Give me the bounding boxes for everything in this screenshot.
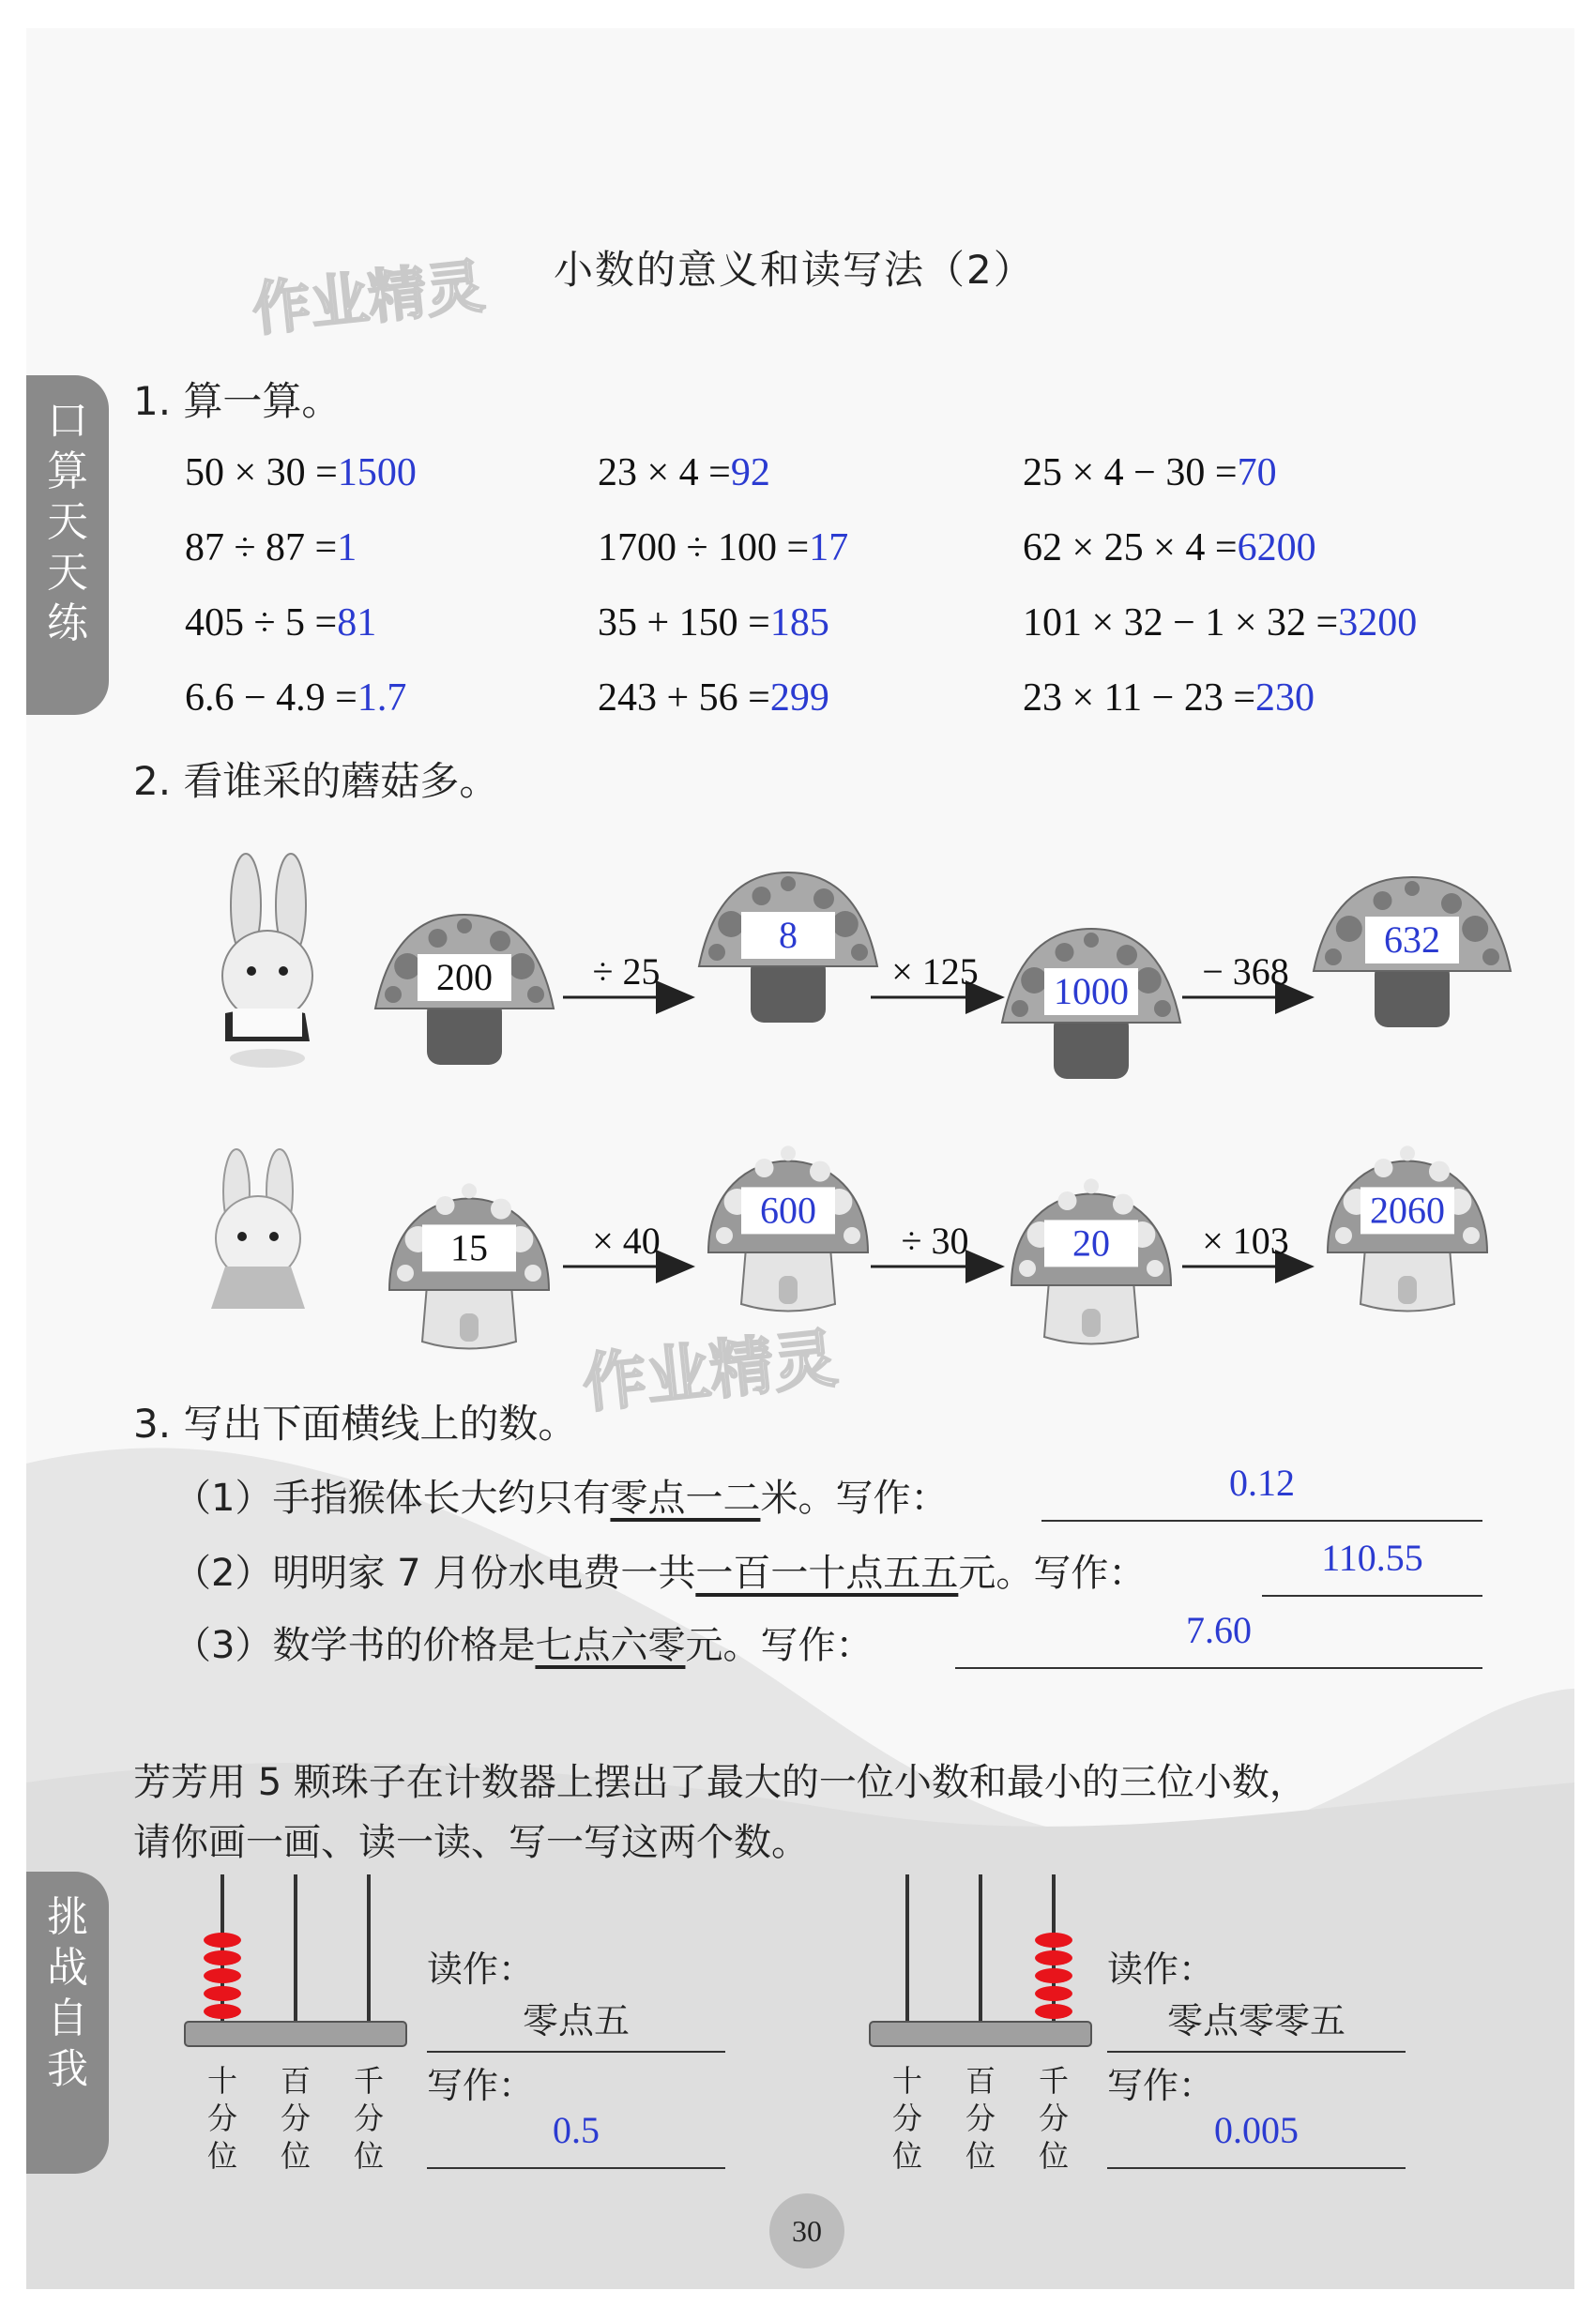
abacus-bead [204, 1933, 241, 1948]
q3-before: 手指猴体长大约只有 [272, 1477, 611, 1520]
equation-answer: 70 [1237, 451, 1277, 494]
place-value-char: 位 [206, 2138, 237, 2174]
read-label: 读作： [1107, 1949, 1215, 1990]
read-label: 读作： [427, 1949, 535, 1990]
write-answer: 0.5 [553, 2109, 600, 2151]
mushroom-value: 8 [779, 914, 798, 956]
place-value-char: 十 [206, 2063, 237, 2099]
q3-item [174, 1468, 948, 1522]
mushroom [389, 1183, 549, 1348]
place-value-char: 分 [965, 2101, 996, 2136]
place-value-char: 分 [891, 2101, 922, 2136]
tab-char: 战 [47, 1944, 88, 1992]
equation-expression: 23 × 11 − 23 = [1023, 676, 1256, 720]
place-value-char: 百 [280, 2063, 311, 2099]
equation-expression: 35 + 150 = [598, 601, 770, 645]
abacus-bead [204, 1950, 241, 1965]
mushroom [1328, 1145, 1487, 1311]
read-answer: 零点五 [522, 2000, 630, 2041]
mushroom-value: 20 [1072, 1221, 1110, 1265]
place-value-char: 分 [206, 2101, 237, 2136]
q3-underlined: 一百一十点五五 [695, 1552, 959, 1595]
mushroom [1011, 1178, 1171, 1343]
abacus [868, 1867, 1093, 2055]
abacus-base [185, 2022, 406, 2046]
mushroom-value: 200 [436, 956, 493, 998]
tab-char: 练 [47, 599, 88, 647]
operation-label: ÷ 25 [592, 950, 661, 993]
operation-label: ÷ 30 [901, 1220, 969, 1262]
write-label: 写作： [427, 2065, 535, 2106]
operation-label: − 368 [1202, 950, 1289, 993]
q2-heading: 2. 看谁采的蘑菇多。 [133, 758, 499, 804]
abacus-bead [1035, 1968, 1072, 1983]
equation-answer: 81 [337, 601, 377, 645]
q3-underlined: 七点六零 [535, 1624, 686, 1667]
q3-underlined: 零点一二 [610, 1477, 761, 1520]
equation-answer: 92 [730, 451, 770, 494]
answer-line [427, 2167, 725, 2169]
abacus [183, 1867, 408, 2055]
place-value-label [962, 2062, 999, 2175]
place-value-char: 位 [280, 2138, 311, 2174]
q3-heading: 3. 写出下面横线上的数。 [133, 1401, 578, 1447]
rabbit-illustration [222, 854, 312, 1068]
page-number: 30 [769, 2193, 844, 2268]
operation-label: × 40 [592, 1220, 661, 1262]
place-value-label [204, 2062, 241, 2175]
tab-char: 挑 [47, 1893, 88, 1941]
q3-after: 元。写作： [685, 1624, 874, 1667]
abacus-bead [1035, 1950, 1072, 1965]
write-answer: 0.005 [1214, 2109, 1299, 2151]
mushroom-value: 2060 [1370, 1189, 1445, 1232]
place-value-char: 千 [353, 2063, 384, 2099]
q3-num: （3） [174, 1624, 273, 1667]
equation-expression: 1700 ÷ 100 = [598, 526, 810, 569]
place-value-label [1035, 2062, 1072, 2175]
answer-line [1107, 2051, 1406, 2053]
operation-label: × 103 [1202, 1220, 1289, 1262]
answer-line [427, 2051, 725, 2053]
read-answer: 零点零零五 [1166, 2000, 1345, 2041]
tab-char: 算 [47, 448, 88, 495]
q3-answer: 7.60 [1186, 1609, 1252, 1651]
equation-answer: 185 [769, 601, 829, 645]
place-value-char: 百 [965, 2063, 996, 2099]
equation-expression: 405 ÷ 5 = [185, 601, 338, 645]
q1-heading: 1. 算一算。 [133, 378, 342, 424]
mushroom-value: 600 [760, 1189, 816, 1232]
equation-answer: 230 [1255, 676, 1315, 720]
abacus-bead [1035, 1986, 1072, 2001]
place-value-label [277, 2062, 314, 2175]
place-value-label [889, 2062, 926, 2175]
rabbit-illustration [211, 1149, 305, 1309]
equation-expression: 101 × 32 − 1 × 32 = [1023, 601, 1339, 645]
mushroom-value: 15 [450, 1226, 488, 1269]
equation-expression: 87 ÷ 87 = [185, 526, 338, 569]
q3-num: （1） [174, 1477, 273, 1520]
abacus-base [870, 2022, 1091, 2046]
operation-label: × 125 [891, 950, 979, 993]
mushroom [375, 915, 554, 1065]
q3-answer: 110.55 [1321, 1537, 1423, 1579]
place-value-char: 分 [1038, 2101, 1069, 2136]
q3-before: 明明家 7 月份水电费一共 [272, 1552, 696, 1595]
equation-expression: 50 × 30 = [185, 451, 338, 494]
equation-answer: 1.7 [357, 676, 407, 720]
equation-expression: 25 × 4 − 30 = [1023, 451, 1238, 494]
abacus-bead [1035, 1933, 1072, 1948]
tab-char: 我 [47, 2045, 88, 2093]
write-label: 写作： [1107, 2065, 1215, 2106]
place-value-char: 位 [1038, 2138, 1069, 2174]
answer-line [1107, 2167, 1406, 2169]
q3-answer: 0.12 [1229, 1462, 1295, 1504]
tab-char: 天 [47, 498, 88, 546]
place-value-char: 位 [353, 2138, 384, 2174]
equation-answer: 3200 [1338, 601, 1418, 645]
equation-expression: 6.6 − 4.9 = [185, 676, 357, 720]
place-value-label [350, 2062, 388, 2175]
q3-item [174, 1616, 873, 1669]
equation-answer: 6200 [1237, 526, 1316, 569]
equation-answer: 1500 [337, 451, 417, 494]
equation-answer: 17 [809, 526, 849, 569]
abacus-bead [204, 2004, 241, 2019]
equation-expression: 23 × 4 = [598, 451, 731, 494]
q3-item [174, 1543, 1146, 1597]
mushroom [1314, 877, 1511, 1027]
mushroom-value: 632 [1384, 918, 1440, 961]
equation-answer: 1 [337, 526, 357, 569]
mushroom [708, 1145, 868, 1311]
place-value-char: 十 [891, 2063, 922, 2099]
mushroom-value: 1000 [1054, 970, 1129, 1012]
abacus-bead [1035, 2004, 1072, 2019]
place-value-char: 分 [353, 2101, 384, 2136]
answer-line [1262, 1595, 1482, 1597]
place-value-char: 位 [965, 2138, 996, 2174]
page-title: 小数的意义和读写法（2） [554, 247, 1035, 293]
tab-char: 天 [47, 549, 88, 597]
q3-after: 元。写作： [958, 1552, 1147, 1595]
equation-expression: 62 × 25 × 4 = [1023, 526, 1238, 569]
mushroom [1002, 929, 1180, 1079]
challenge-text-line1: 芳芳用 5 颗珠子在计数器上摆出了最大的一位小数和最小的三位小数， [133, 1761, 1307, 1804]
tab-char: 口 [47, 397, 88, 445]
equation-answer: 299 [769, 676, 829, 720]
q3-num: （2） [174, 1552, 273, 1595]
answer-line [1041, 1520, 1482, 1522]
mushroom [699, 872, 877, 1023]
place-value-char: 千 [1038, 2063, 1069, 2099]
challenge-text-line2: 请你画一画、读一读、写一写这两个数。 [133, 1821, 809, 1864]
place-value-char: 位 [891, 2138, 922, 2174]
q3-after: 米。写作： [760, 1477, 949, 1520]
q3-before: 数学书的价格是 [272, 1624, 536, 1667]
answer-line [955, 1667, 1482, 1669]
abacus-bead [204, 1968, 241, 1983]
tab-challenge [26, 1872, 109, 2174]
watermark-middle: 作业精灵 [579, 1321, 842, 1422]
tab-char: 自 [47, 1995, 88, 2042]
abacus-bead [204, 1986, 241, 2001]
place-value-char: 分 [280, 2101, 311, 2136]
watermark-top: 作业精灵 [249, 251, 488, 344]
equation-expression: 243 + 56 = [598, 676, 770, 720]
